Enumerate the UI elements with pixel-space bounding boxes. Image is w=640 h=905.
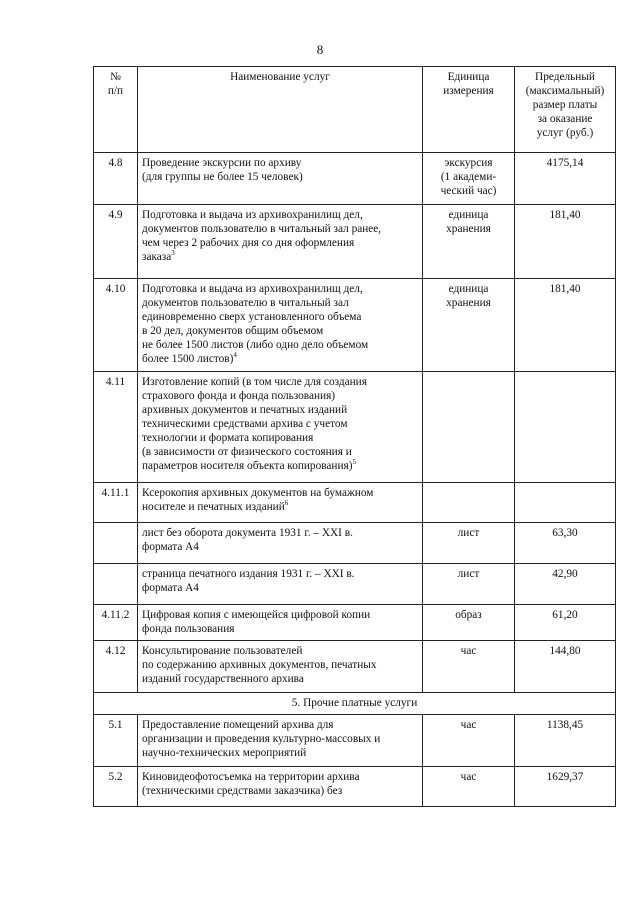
unit-of-measure: час (423, 641, 515, 693)
max-price (515, 372, 616, 483)
max-price: 1629,37 (515, 767, 616, 807)
unit-of-measure: час (423, 767, 515, 807)
table-row (94, 483, 616, 523)
service-name: страница печатного издания 1931 г. – XXI в. формата А4 (138, 564, 423, 605)
unit-of-measure (423, 483, 515, 523)
header-name: Наименование услуг (138, 67, 423, 153)
table-row (94, 153, 616, 205)
service-name: Цифровая копия с имеющейся цифровой копии фонда пользования (138, 605, 423, 641)
page-number: 8 (316, 42, 324, 57)
table-row (94, 372, 616, 483)
row-number: 5.2 (94, 767, 138, 807)
service-name: Киновидеофотосъемка на территории архива (техническими средствами заказчика) без (138, 767, 423, 807)
row-number (94, 564, 138, 605)
footnote-ref: 4 (233, 351, 237, 360)
unit-of-measure: лист (423, 564, 515, 605)
table-row (94, 205, 616, 279)
row-number (94, 523, 138, 564)
max-price: 1138,45 (515, 715, 616, 767)
unit-of-measure: лист (423, 523, 515, 564)
row-number: 4.8 (94, 153, 138, 205)
table-row (94, 715, 616, 767)
header-price: Предельный (максимальный) размер платы за оказание услуг (руб.) (515, 67, 616, 153)
max-price: 144,80 (515, 641, 616, 693)
row-number: 4.11 (94, 372, 138, 483)
header-num: № п/п (94, 67, 138, 153)
service-name: Проведение экскурсии по архиву (для группы не более 15 человек) (138, 153, 423, 205)
table-row (94, 564, 616, 605)
row-number: 4.12 (94, 641, 138, 693)
table-row (94, 279, 616, 372)
table-row (94, 605, 616, 641)
unit-of-measure: час (423, 715, 515, 767)
unit-of-measure: единица хранения (423, 205, 515, 279)
footnote-ref: 6 (284, 499, 289, 508)
row-number: 4.11.2 (94, 605, 138, 641)
service-name: Консультирование пользователей по содержанию архивных документов, печатных изданий государственного архива (138, 641, 423, 693)
max-price: 4175,14 (515, 153, 616, 205)
table-row (94, 523, 616, 564)
service-name: Подготовка и выдача из архивохранилищ дел, документов пользователю в читальный зал ранее, чем через 2 рабочих дня со дня оформления заказа$^3$ (138, 205, 423, 279)
max-price: 61,20 (515, 605, 616, 641)
footnote-ref: 3 (171, 249, 175, 258)
section-header-row (94, 693, 616, 715)
header-unit: Единица измерения (423, 67, 515, 153)
service-name: Подготовка и выдача из архивохранилищ дел, документов пользователю в читальный зал единовременно сверх установленного объема в 20 дел, документов общим объемом не более 1500 листов (либо одно дело объемом более 1500 листов)$^4$ (138, 279, 423, 372)
max-price: 181,40 (515, 279, 616, 372)
table-header (94, 67, 616, 153)
service-name: Изготовление копий (в том числе для создания страхового фонда и фонда пользования) архивных документов и печатных изданий техническими средствами архива с учетом технологии и формата копирования (в зависимости от физического состояния и параметров носителя объекта копирования)$^5$ (138, 372, 423, 483)
section-title: 5. Прочие платные услуги (94, 693, 616, 715)
unit-of-measure: экскурсия (1 академи- ческий час) (423, 153, 515, 205)
unit-of-measure: единица хранения (423, 279, 515, 372)
price-table (93, 66, 616, 807)
unit-of-measure: образ (423, 605, 515, 641)
table-row (94, 641, 616, 693)
service-name: Ксерокопия архивных документов на бумажном носителе и печатных изданий$^6$ (138, 483, 423, 523)
max-price (515, 483, 616, 523)
service-name: лист без оборота документа 1931 г. – XXI в. формата А4 (138, 523, 423, 564)
row-number: 5.1 (94, 715, 138, 767)
max-price: 181,40 (515, 205, 616, 279)
max-price: 63,30 (515, 523, 616, 564)
row-number: 4.10 (94, 279, 138, 372)
max-price: 42,90 (515, 564, 616, 605)
row-number: 4.11.1 (94, 483, 138, 523)
service-name: Предоставление помещений архива для организации и проведения культурно-массовых и научно-технических мероприятий (138, 715, 423, 767)
row-number: 4.9 (94, 205, 138, 279)
footnote-ref: 5 (352, 458, 356, 467)
table-row (94, 767, 616, 807)
unit-of-measure (423, 372, 515, 483)
